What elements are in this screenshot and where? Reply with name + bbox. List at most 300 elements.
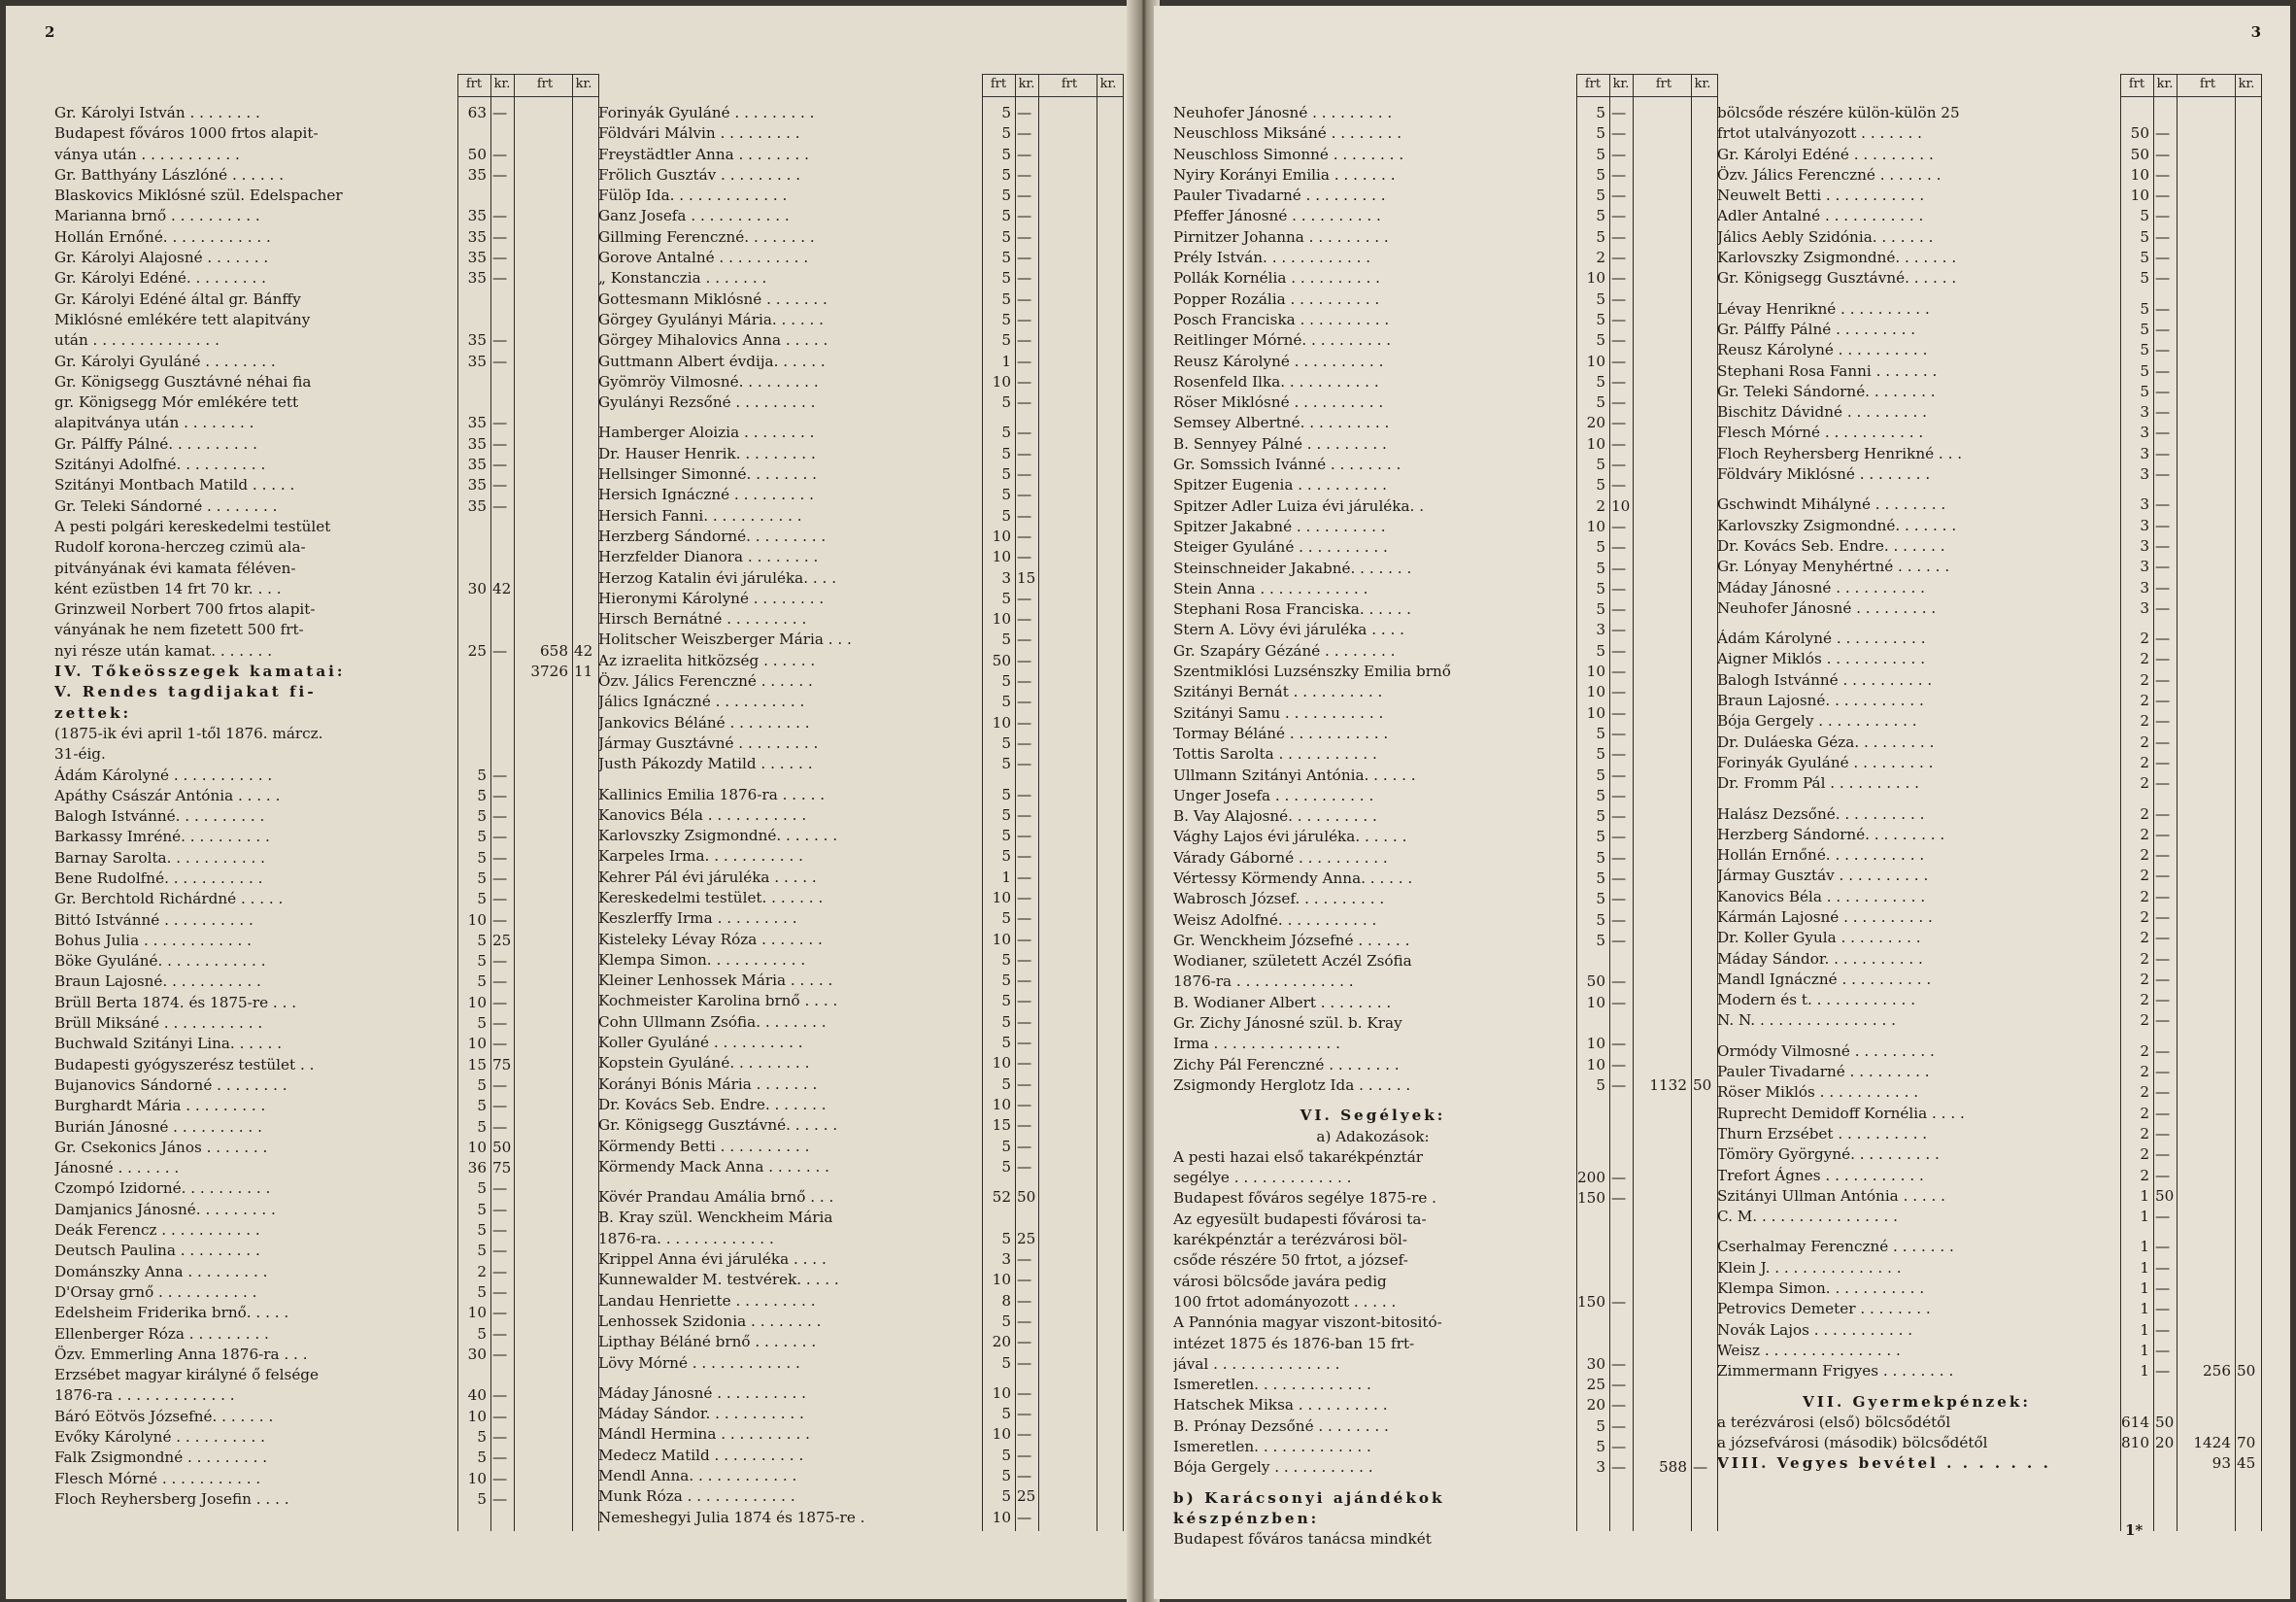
entry-name: Cserhalmay Ferenczné . . . . . . . bbox=[1717, 1238, 1954, 1256]
amount-frt: 1 bbox=[2140, 1208, 2149, 1226]
ledger-row bbox=[1173, 703, 1717, 724]
amount-frt: 2 bbox=[2140, 825, 2149, 843]
entry-name: Ádám Károlyné . . . . . . . . . . . bbox=[54, 766, 273, 784]
entry-name: Gottesmann Miklósné . . . . . . . bbox=[598, 290, 827, 308]
amount-frt: 5 bbox=[1596, 579, 1605, 597]
subtotal-frt: 256 bbox=[2203, 1362, 2231, 1380]
entry-name: 1876-ra . . . . . . . . . . . . . bbox=[1173, 972, 1354, 991]
entry-name: Forinyák Gyuláné . . . . . . . . . bbox=[1717, 753, 1934, 771]
entry-name: Tottis Sarolta . . . . . . . . . . . bbox=[1173, 745, 1377, 764]
entry-name: Evőky Károlyné . . . . . . . . . . bbox=[54, 1428, 265, 1446]
amount-frt: 1 bbox=[2140, 1186, 2149, 1205]
amount-frt: 2 bbox=[2140, 753, 2149, 771]
amount-frt: 5 bbox=[2140, 341, 2149, 359]
ledger-row bbox=[54, 1385, 598, 1406]
amount-frt: 10 bbox=[992, 527, 1011, 545]
ledger-row bbox=[1173, 330, 1717, 351]
entry-name: 31-éig. bbox=[54, 745, 106, 764]
amount-kr: — bbox=[1017, 672, 1032, 691]
amount-frt: 5 bbox=[1001, 1467, 1011, 1484]
amount-frt: 5 bbox=[2140, 320, 2149, 338]
amount-kr: — bbox=[1017, 1095, 1032, 1113]
entry-name: IV. Tőkeösszegek kamatai: bbox=[54, 663, 346, 681]
entry-name: Keszlerffy Irma . . . . . . . . . bbox=[598, 909, 797, 928]
amount-kr: — bbox=[492, 1117, 508, 1136]
amount-kr: — bbox=[492, 1097, 508, 1115]
amount-kr: — bbox=[1017, 1012, 1032, 1031]
amount-frt: 5 bbox=[1001, 227, 1011, 246]
ledger-row bbox=[54, 1075, 598, 1096]
column-header-kr: kr. bbox=[1018, 77, 1035, 91]
entry-name: frtot utalványozott . . . . . . . bbox=[1717, 124, 1922, 143]
amount-frt: 5 bbox=[1001, 847, 1011, 866]
ledger-row bbox=[54, 1241, 598, 1261]
amount-frt: 5 bbox=[2140, 269, 2149, 288]
amount-frt: 2 bbox=[2140, 846, 2149, 865]
amount-kr: — bbox=[1017, 352, 1032, 370]
ledger-row bbox=[54, 599, 598, 620]
entry-name: Röser Miklósné . . . . . . . . . . bbox=[1173, 393, 1384, 412]
amount-frt: 5 bbox=[477, 786, 487, 804]
amount-frt: 5 bbox=[1596, 393, 1605, 412]
amount-kr: — bbox=[1017, 1137, 1032, 1155]
entry-name: Röser Miklós . . . . . . . . . . . bbox=[1717, 1083, 1919, 1102]
amount-kr: — bbox=[2155, 1258, 2171, 1277]
amount-frt: 5 bbox=[1001, 1405, 1011, 1423]
ledger-row bbox=[54, 559, 598, 579]
amount-kr: — bbox=[1611, 434, 1627, 453]
entry-name: Nyiry Korányi Emilia . . . . . . . bbox=[1173, 165, 1396, 184]
ledger-row bbox=[1717, 227, 2261, 248]
amount-kr: — bbox=[1611, 1458, 1627, 1477]
amount-frt: 5 bbox=[2140, 207, 2149, 225]
amount-frt: 5 bbox=[1596, 165, 1605, 184]
amount-frt: 5 bbox=[1596, 910, 1605, 929]
amount-kr: — bbox=[1017, 207, 1032, 225]
ledger-rows bbox=[1173, 103, 1717, 1550]
amount-kr: — bbox=[2155, 650, 2171, 668]
ledger-row bbox=[1173, 1230, 1717, 1250]
ledger-row bbox=[598, 1249, 1123, 1270]
entry-name: Pollák Kornélia . . . . . . . . . . bbox=[1173, 269, 1380, 288]
amount-frt: 10 bbox=[467, 1304, 487, 1322]
entry-name: Floch Reyhersberg Josefin . . . . bbox=[54, 1489, 289, 1508]
ledger-row bbox=[1173, 1292, 1717, 1312]
amount-frt: 10 bbox=[2130, 187, 2149, 205]
column-header-kr: kr. bbox=[2238, 77, 2255, 91]
amount-frt: 5 bbox=[1596, 310, 1605, 328]
entry-name: Dr. Kovács Seb. Endre. . . . . . . bbox=[1717, 536, 1945, 555]
amount-frt: 150 bbox=[1577, 1189, 1605, 1208]
amount-frt: 5 bbox=[2140, 299, 2149, 318]
entry-name: Stephani Rosa Fanni . . . . . . . bbox=[1717, 361, 1938, 380]
amount-frt: 10 bbox=[992, 1508, 1011, 1526]
ledger-row bbox=[54, 434, 598, 455]
ledger-row bbox=[1717, 691, 2261, 711]
entry-name: Ruprecht Demidoff Kornélia . . . . bbox=[1717, 1104, 1965, 1122]
entry-name: Kisteleky Lévay Róza . . . . . . . bbox=[598, 930, 823, 948]
ledger-row bbox=[598, 1074, 1123, 1095]
entry-name: Medecz Matild . . . . . . . . . . bbox=[598, 1446, 804, 1464]
amount-kr: — bbox=[2155, 1011, 2171, 1030]
ledger-row bbox=[598, 464, 1123, 485]
ledger-row bbox=[54, 766, 598, 786]
amount-frt: 8 bbox=[1001, 1291, 1011, 1310]
amount-frt: 5 bbox=[1001, 393, 1011, 412]
column-header-kr: kr. bbox=[493, 77, 511, 91]
amount-frt: 5 bbox=[477, 1282, 487, 1301]
amount-kr: — bbox=[1017, 1074, 1032, 1093]
ledger-row bbox=[54, 123, 598, 144]
ledger-row bbox=[1717, 1207, 2261, 1227]
amount-frt: 15 bbox=[992, 1116, 1011, 1135]
amount-frt: 10 bbox=[1586, 683, 1605, 701]
subtotal-frt: 1132 bbox=[1649, 1075, 1687, 1094]
ledger-row bbox=[1717, 485, 2261, 494]
amount-frt: 5 bbox=[1001, 589, 1011, 607]
ledger-row bbox=[598, 1137, 1123, 1157]
entry-name: Posch Franciska . . . . . . . . . . bbox=[1173, 310, 1390, 328]
amount-frt: 5 bbox=[1596, 476, 1605, 494]
amount-frt: 5 bbox=[477, 1179, 487, 1198]
ledger-row bbox=[598, 991, 1123, 1011]
amount-kr: — bbox=[2155, 991, 2171, 1009]
ledger-row bbox=[598, 785, 1123, 805]
amount-frt: 1 bbox=[2140, 1279, 2149, 1298]
entry-name: 1876-ra. . . . . . . . . . . . . bbox=[598, 1229, 774, 1247]
ledger-row bbox=[54, 786, 598, 806]
ledger-row bbox=[598, 352, 1123, 372]
entry-name: Kochmeister Karolina brnő . . . . bbox=[598, 992, 838, 1010]
entry-name: Weisz Adolfné. . . . . . . . . . . bbox=[1173, 910, 1377, 929]
amount-kr: — bbox=[1611, 393, 1627, 412]
entry-name: Braun Lajosné. . . . . . . . . . . bbox=[54, 972, 261, 991]
amount-kr: — bbox=[1611, 579, 1627, 597]
amount-kr: — bbox=[492, 1324, 508, 1343]
amount-frt: 2 bbox=[2140, 1166, 2149, 1184]
amount-kr: — bbox=[1611, 848, 1627, 867]
entry-name: Herzog Katalin évi járuléka. . . . bbox=[598, 568, 837, 587]
amount-kr: 20 bbox=[2155, 1434, 2175, 1452]
column-header-kr: kr. bbox=[1099, 77, 1117, 91]
ledger-row bbox=[1717, 773, 2261, 794]
amount-frt: 36 bbox=[467, 1159, 487, 1177]
amount-kr: — bbox=[1017, 465, 1032, 484]
ledger-row bbox=[1173, 1529, 1717, 1550]
amount-frt: 50 bbox=[467, 145, 487, 163]
entry-name: a) Adakozások: bbox=[1316, 1127, 1430, 1145]
amount-kr: — bbox=[1017, 651, 1032, 669]
entry-name: Gr. Königsegg Gusztávné néhai fia bbox=[54, 372, 312, 391]
amount-kr: — bbox=[1611, 786, 1627, 804]
entry-name: Rosenfeld Ilka. . . . . . . . . . . bbox=[1173, 372, 1379, 391]
amount-frt: 2 bbox=[2140, 733, 2149, 751]
amount-frt: 5 bbox=[1001, 444, 1011, 462]
amount-kr: — bbox=[1017, 1467, 1032, 1484]
amount-frt: 5 bbox=[1596, 145, 1605, 163]
amount-frt: 10 bbox=[992, 1383, 1011, 1402]
ledger-row bbox=[54, 537, 598, 558]
amount-frt: 2 bbox=[2140, 1124, 2149, 1142]
amount-kr: — bbox=[2155, 825, 2171, 843]
ledger-row bbox=[54, 372, 598, 392]
amount-kr: — bbox=[2155, 887, 2171, 905]
entry-name: Adler Antalné . . . . . . . . . . . bbox=[1717, 207, 1924, 225]
ledger-row bbox=[54, 620, 598, 640]
entry-name: Ganz Josefa . . . . . . . . . . . bbox=[598, 207, 790, 225]
entry-name: Ádám Károlyné . . . . . . . . . . bbox=[1717, 630, 1926, 648]
ledger-row bbox=[1717, 165, 2261, 186]
ledger-row bbox=[54, 806, 598, 827]
ledger-row bbox=[54, 1282, 598, 1303]
amount-kr: — bbox=[1611, 1438, 1627, 1455]
ledger-row bbox=[1717, 1082, 2261, 1103]
amount-kr: — bbox=[1611, 269, 1627, 288]
amount-kr: — bbox=[1017, 1425, 1032, 1444]
entry-name: Gr. Berchtold Richárdné . . . . . bbox=[54, 890, 284, 908]
entry-name: Halász Dezsőné. . . . . . . . . . bbox=[1717, 804, 1925, 823]
ledger-row bbox=[1173, 766, 1717, 786]
ledger-row bbox=[1717, 557, 2261, 577]
ledger-row bbox=[598, 165, 1123, 186]
amount-kr: — bbox=[1017, 805, 1032, 824]
entry-name: Gr. Károlyi Edéné . . . . . . . . . bbox=[1717, 145, 1934, 163]
ledger-row bbox=[1717, 578, 2261, 598]
amount-frt: 5 bbox=[477, 1449, 487, 1467]
amount-kr: — bbox=[1017, 165, 1032, 184]
amount-kr: — bbox=[1017, 444, 1032, 462]
ledger-row bbox=[598, 1187, 1123, 1208]
right-page bbox=[1154, 6, 2290, 1599]
ledger-row bbox=[54, 1034, 598, 1054]
ledger-row bbox=[1717, 1341, 2261, 1361]
amount-frt: 5 bbox=[1596, 456, 1605, 474]
amount-kr: — bbox=[1017, 527, 1032, 545]
amount-kr: — bbox=[1017, 1157, 1032, 1176]
entry-name: nyi része után kamat. . . . . . . bbox=[54, 641, 273, 660]
ledger-row bbox=[1173, 1334, 1717, 1354]
ledger-row bbox=[1173, 310, 1717, 330]
amount-kr: — bbox=[1017, 785, 1032, 803]
amount-frt: 63 bbox=[467, 104, 487, 121]
entry-name: Mandl Ignáczné . . . . . . . . . . bbox=[1717, 970, 1932, 988]
section-heading bbox=[1717, 1392, 2261, 1413]
entry-name: gr. Königsegg Mór emlékére tett bbox=[54, 393, 299, 412]
amount-frt: 5 bbox=[1001, 1229, 1011, 1247]
entry-name: Kallinics Emilia 1876-ra . . . . . bbox=[598, 785, 826, 803]
ledger-row bbox=[1173, 869, 1717, 889]
ledger-row bbox=[1717, 186, 2261, 206]
amount-kr: — bbox=[1017, 755, 1032, 773]
amount-frt: 10 bbox=[467, 1035, 487, 1053]
entry-name: Deák Ferencz . . . . . . . . . . . bbox=[54, 1221, 260, 1240]
subtotal-frt: 93 bbox=[2212, 1454, 2231, 1473]
amount-frt: 40 bbox=[467, 1386, 487, 1405]
amount-kr: — bbox=[2155, 1145, 2171, 1164]
amount-frt: 5 bbox=[2140, 227, 2149, 246]
amount-frt: 5 bbox=[1001, 631, 1011, 649]
ledger-row bbox=[1717, 753, 2261, 773]
ledger-row bbox=[1717, 1104, 2261, 1124]
entry-name: ványa után . . . . . . . . . . . bbox=[54, 145, 240, 163]
amount-kr: — bbox=[2155, 341, 2171, 359]
amount-kr: — bbox=[1017, 1508, 1032, 1526]
ledger-rows bbox=[54, 103, 598, 1510]
entry-name: V. Rendes tagdijakat fi- bbox=[54, 683, 317, 701]
entry-name: Reusz Károlyné . . . . . . . . . . bbox=[1173, 352, 1384, 370]
ledger-row bbox=[1717, 423, 2261, 443]
amount-kr: — bbox=[492, 869, 508, 887]
entry-name: Blaskovics Miklósné szül. Edelspacher bbox=[54, 187, 343, 205]
entry-name: Frölich Gusztáv . . . . . . . . . bbox=[598, 165, 801, 184]
amount-kr: — bbox=[492, 1014, 508, 1033]
entry-name: Földvári Málvin . . . . . . . . . bbox=[598, 124, 800, 143]
amount-kr: — bbox=[1611, 207, 1627, 225]
ledger-row bbox=[1173, 186, 1717, 206]
subtotal-kr: 11 bbox=[574, 663, 593, 681]
entry-name: A pesti hazai első takarékpénztár bbox=[1173, 1147, 1424, 1166]
amount-kr: — bbox=[2155, 712, 2171, 731]
entry-name: Kleiner Lenhossek Mária . . . . . bbox=[598, 971, 833, 990]
ledger-row bbox=[598, 1404, 1123, 1424]
ledger-row bbox=[54, 910, 598, 931]
amount-frt: 10 bbox=[1586, 517, 1605, 535]
entry-name: Pauler Tivadarné . . . . . . . . . bbox=[1717, 1063, 1930, 1081]
ledger-row bbox=[1717, 1186, 2261, 1207]
ledger-row bbox=[598, 868, 1123, 888]
column-header-kr: kr. bbox=[2156, 77, 2174, 91]
entry-name: Kövér Prandau Amália brnő . . . bbox=[598, 1188, 834, 1207]
column-header bbox=[982, 74, 1123, 97]
amount-kr: — bbox=[1611, 828, 1627, 846]
entry-name: Gr. Károlyi István . . . . . . . . bbox=[54, 104, 260, 121]
entry-name: Falk Zsigmondné . . . . . . . . . bbox=[54, 1449, 268, 1467]
entry-name: Özv. Jálics Ferenczné . . . . . . . bbox=[1717, 165, 1941, 184]
ledger-row bbox=[598, 506, 1123, 527]
entry-name: Gr. Batthyány Lászlóné . . . . . . bbox=[54, 165, 285, 184]
amount-kr: — bbox=[1017, 124, 1032, 143]
ledger-row bbox=[598, 609, 1123, 630]
entry-name: Steinschneider Jakabné. . . . . . . bbox=[1173, 559, 1412, 577]
entry-name: Gr. Pálffy Pálné. . . . . . . . . . bbox=[54, 434, 257, 453]
entry-name: Jánosné . . . . . . . bbox=[54, 1159, 180, 1177]
amount-kr: — bbox=[492, 972, 508, 991]
ledger-row bbox=[598, 423, 1123, 443]
ledger-row bbox=[54, 1096, 598, 1116]
ledger-row bbox=[1717, 598, 2261, 619]
amount-kr: — bbox=[1611, 538, 1627, 557]
amount-frt: 5 bbox=[1596, 745, 1605, 764]
column-header bbox=[2120, 74, 2261, 97]
ledger-row bbox=[54, 951, 598, 971]
amount-kr: — bbox=[1017, 930, 1032, 948]
amount-kr: — bbox=[492, 1304, 508, 1322]
amount-frt: 3 bbox=[1001, 568, 1011, 587]
ledger-row bbox=[1173, 1034, 1717, 1054]
ledger-row bbox=[1173, 724, 1717, 744]
entry-name: Kunnewalder M. testvérek. . . . . bbox=[598, 1271, 839, 1289]
ledger-row bbox=[598, 775, 1123, 785]
entry-name: Karlovszky Zsigmondné. . . . . . . bbox=[1717, 249, 1957, 267]
entry-name: Szitányi Bernát . . . . . . . . . . bbox=[1173, 683, 1383, 701]
amount-frt: 614 bbox=[2121, 1413, 2149, 1431]
amount-frt: 35 bbox=[467, 165, 487, 184]
ledger-row bbox=[1717, 1258, 2261, 1278]
amount-frt: 5 bbox=[2140, 249, 2149, 267]
amount-kr: 50 bbox=[2155, 1413, 2175, 1431]
ledger-row bbox=[54, 848, 598, 869]
entry-name: B. Prónay Dezsőné . . . . . . . . bbox=[1173, 1416, 1389, 1435]
amount-kr: — bbox=[492, 227, 508, 246]
amount-kr: — bbox=[2155, 249, 2171, 267]
column-header-kr: kr. bbox=[575, 77, 592, 91]
amount-frt: 5 bbox=[1001, 1074, 1011, 1093]
amount-frt: 5 bbox=[1001, 992, 1011, 1010]
amount-kr: — bbox=[1017, 992, 1032, 1010]
amount-kr: — bbox=[2155, 598, 2171, 617]
entry-name: Kehrer Pál évi járuléka . . . . . bbox=[598, 868, 817, 886]
amount-kr: — bbox=[1611, 663, 1627, 681]
entry-name: Pirnitzer Johanna . . . . . . . . . bbox=[1173, 227, 1389, 246]
ledger-row bbox=[1717, 733, 2261, 753]
amount-frt: 10 bbox=[1586, 269, 1605, 288]
entry-name: Budapest főváros tanácsa mindkét bbox=[1173, 1530, 1432, 1549]
entry-name: Bene Rudolfné. . . . . . . . . . . bbox=[54, 869, 263, 887]
entry-name: Máday Jánosné . . . . . . . . . . bbox=[598, 1383, 806, 1402]
amount-frt: 5 bbox=[2140, 382, 2149, 400]
amount-frt: 15 bbox=[467, 1055, 487, 1074]
ledger-row bbox=[598, 846, 1123, 867]
amount-frt: 35 bbox=[467, 331, 487, 350]
entry-name: pitványának évi kamata féléven- bbox=[54, 559, 296, 577]
amount-kr: — bbox=[492, 1428, 508, 1446]
amount-frt: 5 bbox=[1001, 827, 1011, 845]
amount-kr: — bbox=[1611, 703, 1627, 722]
entry-name: Steiger Gyuláné . . . . . . . . . . bbox=[1173, 538, 1388, 557]
amount-kr: — bbox=[1017, 506, 1032, 525]
entry-name: a terézvárosi (első) bölcsődétől bbox=[1717, 1413, 1951, 1431]
amount-frt: 3 bbox=[1001, 1250, 1011, 1269]
amount-frt: 5 bbox=[1001, 269, 1011, 288]
ledger-row bbox=[598, 1115, 1123, 1136]
amount-frt: 25 bbox=[467, 641, 487, 660]
ledger-row bbox=[1173, 1457, 1717, 1478]
amount-kr: — bbox=[1611, 187, 1627, 205]
entry-name: Unger Josefa . . . . . . . . . . . bbox=[1173, 786, 1374, 804]
entry-name: Hollán Ernőné. . . . . . . . . . . bbox=[1717, 846, 1925, 865]
entry-name: Ullmann Szitányi Antónia. . . . . . bbox=[1173, 766, 1416, 784]
entry-name: Bója Gergely . . . . . . . . . . . bbox=[1717, 712, 1917, 731]
amount-kr: — bbox=[2155, 1104, 2171, 1122]
amount-kr: — bbox=[2155, 495, 2171, 514]
entry-name: B. Kray szül. Wenckheim Mária bbox=[598, 1209, 833, 1227]
subtotal-frt: 1424 bbox=[2193, 1434, 2231, 1452]
entry-name: Bischitz Dávidné . . . . . . . . . bbox=[1717, 403, 1927, 422]
entry-name: készpénzben: bbox=[1173, 1509, 1320, 1527]
entry-name: Spitzer Jakabné . . . . . . . . . . bbox=[1173, 517, 1386, 535]
entry-name: C. M. . . . . . . . . . . . . . . . bbox=[1717, 1208, 1898, 1226]
amount-frt: 5 bbox=[1001, 1312, 1011, 1330]
amount-kr: — bbox=[1017, 589, 1032, 607]
ledger-row bbox=[54, 310, 598, 330]
amount-kr: — bbox=[1611, 310, 1627, 328]
ledger-row bbox=[598, 206, 1123, 226]
section-heading bbox=[54, 682, 598, 702]
entry-name: Gr. Lónyay Menyhértné . . . . . . bbox=[1717, 558, 1950, 576]
amount-kr: — bbox=[1017, 331, 1032, 350]
entry-name: csőde részére 50 frtot, a józsef- bbox=[1173, 1251, 1408, 1270]
column-header-frt: frt bbox=[1655, 77, 1672, 91]
